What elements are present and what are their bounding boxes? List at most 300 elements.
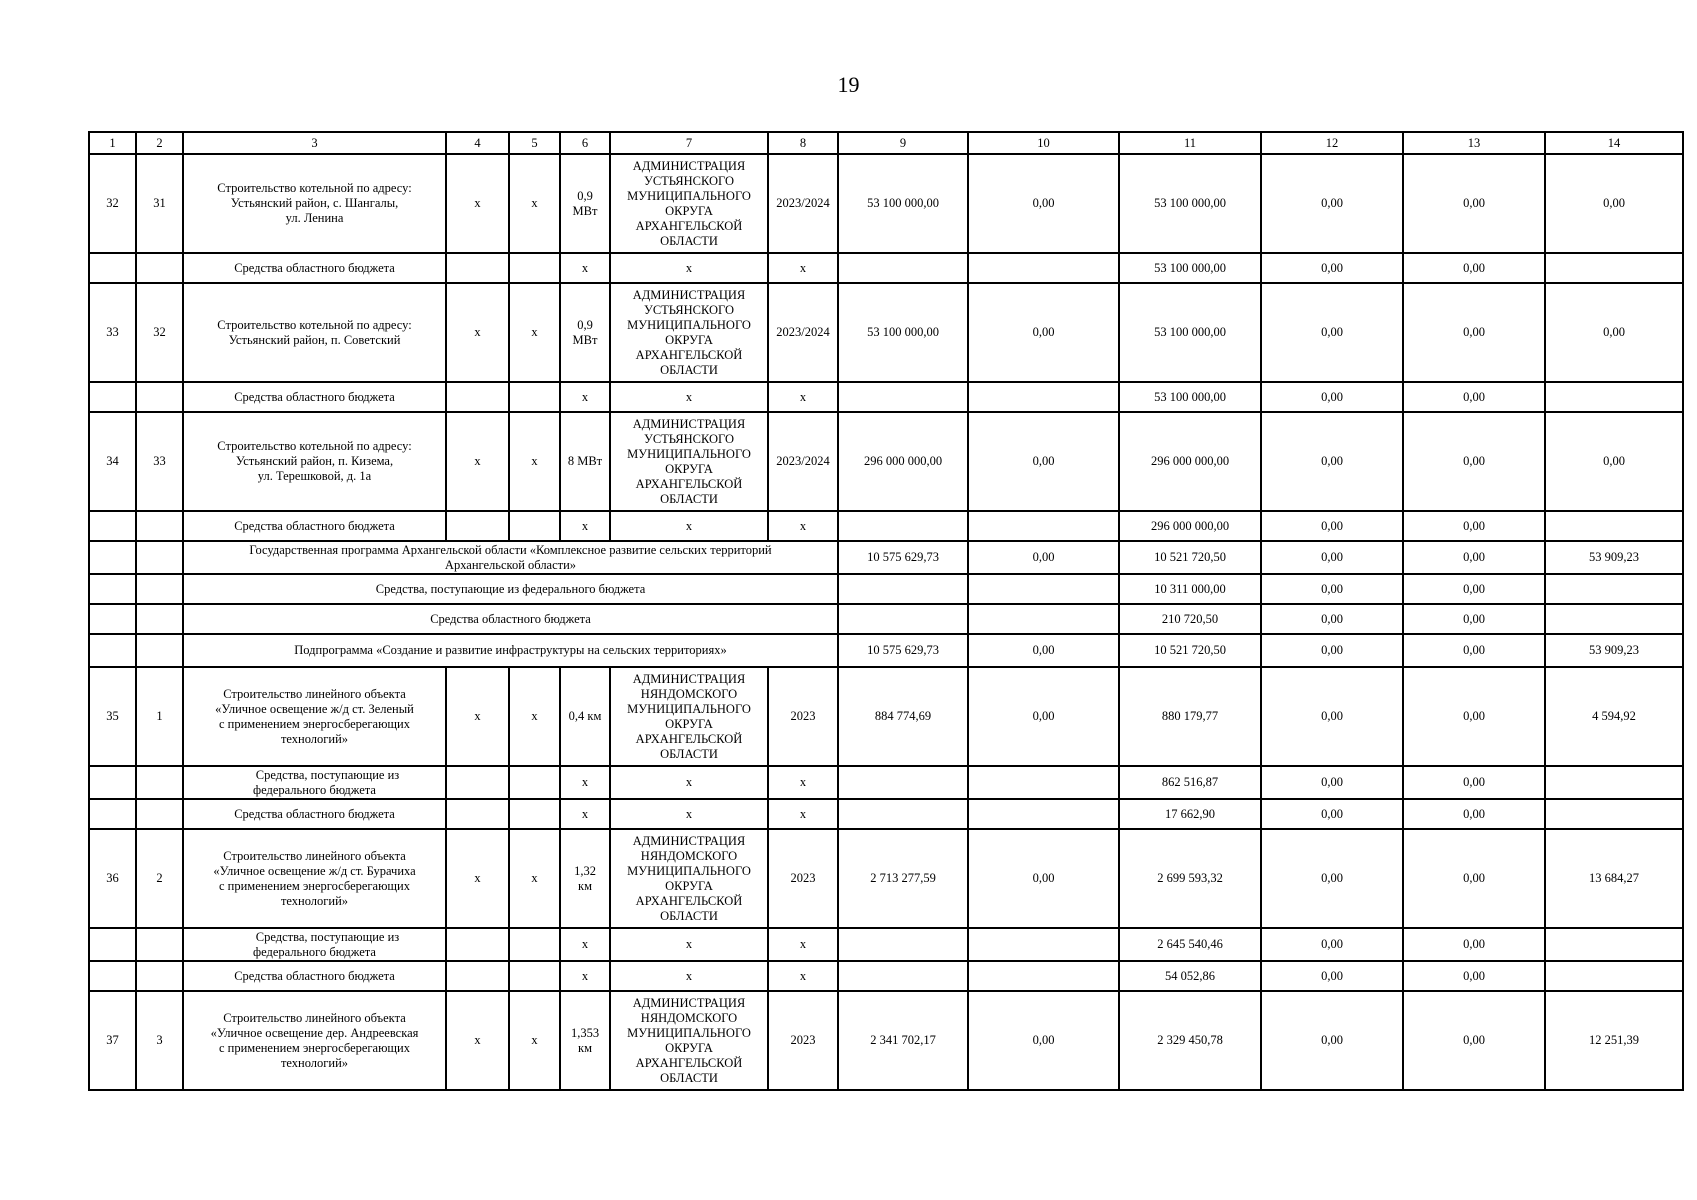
cell-line: НЯНДОМСКОГО xyxy=(640,686,738,701)
cell-line: МУНИЦИПАЛЬНОГО xyxy=(627,701,751,716)
cell-line: Строительство котельной по адресу: xyxy=(217,181,412,195)
table-cell: 2 645 540,46 xyxy=(1119,928,1261,961)
table-cell: 0,00 xyxy=(1403,634,1545,667)
table-cell: 0,00 xyxy=(1261,283,1403,382)
table-cell: 53 100 000,00 xyxy=(1119,154,1261,253)
table-cell: 2023 xyxy=(768,667,838,766)
header-cell: 9 xyxy=(838,132,968,154)
cell-line: Строительство котельной по адресу: xyxy=(217,317,412,332)
table-cell: 2023/2024 xyxy=(768,154,838,253)
table-cell: Средства областного бюджета xyxy=(183,253,446,283)
table-cell: 296 000 000,00 xyxy=(1119,412,1261,511)
table-cell: 0,00 xyxy=(1545,412,1683,511)
table-cell xyxy=(446,511,509,541)
table-cell: х xyxy=(610,928,768,961)
cell-line: ОБЛАСТИ xyxy=(660,362,718,377)
table-cell xyxy=(838,766,968,799)
table-cell xyxy=(183,634,838,667)
cell-line: НЯНДОМСКОГО xyxy=(640,848,738,863)
table-cell: 0,00 xyxy=(1261,766,1403,799)
table-cell: 0,00 xyxy=(1403,253,1545,283)
table-cell: х xyxy=(509,667,560,766)
table-cell xyxy=(838,574,968,604)
program-funding-row xyxy=(89,604,1683,634)
cell-line: км xyxy=(578,878,592,893)
header-cell: 1 xyxy=(89,132,136,154)
table-cell: х xyxy=(446,283,509,382)
table-cell xyxy=(89,928,136,961)
table-cell xyxy=(183,667,446,766)
table-cell: 53 100 000,00 xyxy=(1119,283,1261,382)
cell-line: 1,32 xyxy=(574,863,596,878)
cell-line: АРХАНГЕЛЬСКОЙ xyxy=(635,1055,743,1070)
header-cell: 7 xyxy=(610,132,768,154)
table-cell: 13 684,27 xyxy=(1545,829,1683,928)
header-cell: 3 xyxy=(183,132,446,154)
table-cell: 0,00 xyxy=(1403,604,1545,634)
table-cell xyxy=(560,412,610,511)
table-cell xyxy=(136,541,183,574)
table-cell: 10 575 629,73 xyxy=(838,634,968,667)
object-row xyxy=(89,412,1683,511)
table-cell: 0,00 xyxy=(1261,511,1403,541)
table-cell xyxy=(838,382,968,412)
table-cell: 0,00 xyxy=(968,154,1119,253)
table-cell xyxy=(838,604,968,634)
table-cell: х xyxy=(560,253,610,283)
table-cell xyxy=(183,829,446,928)
table-cell: 0,00 xyxy=(1403,412,1545,511)
table-cell: 1 xyxy=(136,667,183,766)
header-cell: 2 xyxy=(136,132,183,154)
cell-line: ОБЛАСТИ xyxy=(660,1070,718,1085)
table-cell xyxy=(446,382,509,412)
header-cell: 4 xyxy=(446,132,509,154)
table-cell xyxy=(968,574,1119,604)
table-cell: 0,00 xyxy=(1261,634,1403,667)
cell-line: Устьянский район, с. Шангалы, xyxy=(230,196,399,210)
header-cell: 8 xyxy=(768,132,838,154)
table-cell xyxy=(89,961,136,991)
table-cell: 0,00 xyxy=(1261,667,1403,766)
cell-line: МУНИЦИПАЛЬНОГО xyxy=(627,1025,751,1040)
cell-line: Архангельской области» xyxy=(444,557,577,572)
table-cell: х xyxy=(610,511,768,541)
cell-line: ОКРУГА xyxy=(665,203,713,218)
funding-source-row xyxy=(89,382,1683,412)
table-cell: 0,00 xyxy=(1261,253,1403,283)
table-cell: 0,00 xyxy=(1403,961,1545,991)
table-cell: 4 594,92 xyxy=(1545,667,1683,766)
table-cell xyxy=(968,928,1119,961)
header-cell: 11 xyxy=(1119,132,1261,154)
table-cell: Средства областного бюджета xyxy=(183,382,446,412)
table-cell: Средства областного бюджета xyxy=(183,511,446,541)
funding-source-row xyxy=(89,511,1683,541)
table-cell: 17 662,90 xyxy=(1119,799,1261,829)
header-cell: 6 xyxy=(560,132,610,154)
table-cell xyxy=(1545,799,1683,829)
cell-line: МУНИЦИПАЛЬНОГО xyxy=(627,446,751,461)
cell-line: АДМИНИСТРАЦИЯ xyxy=(632,287,746,302)
funding-source-row xyxy=(89,799,1683,829)
cell-line: Строительство линейного объекта xyxy=(223,686,406,701)
cell-line: АДМИНИСТРАЦИЯ xyxy=(632,416,746,431)
table-cell: х xyxy=(560,928,610,961)
table-cell xyxy=(1545,928,1683,961)
cell-line: Строительство котельной по адресу: xyxy=(217,439,412,453)
cell-line: технологий» xyxy=(280,893,349,908)
table-cell: 53 909,23 xyxy=(1545,634,1683,667)
table-cell: 32 xyxy=(89,154,136,253)
table-cell xyxy=(446,799,509,829)
cell-line: 0,4 км xyxy=(568,709,602,723)
table-cell: 296 000 000,00 xyxy=(1119,511,1261,541)
header-cell: 5 xyxy=(509,132,560,154)
table-cell: 35 xyxy=(89,667,136,766)
cell-line: ОКРУГА xyxy=(665,878,713,893)
cell-line: 0,9 xyxy=(577,188,593,203)
table-cell xyxy=(183,154,446,253)
table-cell: 0,00 xyxy=(1403,511,1545,541)
table-cell: х xyxy=(610,799,768,829)
table-cell xyxy=(183,766,446,799)
cell-line: «Уличное освещение ж/д ст. Зеленый xyxy=(215,701,414,716)
cell-line: 0,9 xyxy=(577,317,593,332)
cell-line: ул. Терешковой, д. 1а xyxy=(257,469,372,483)
cell-line: с применением энергосберегающих xyxy=(218,878,410,893)
table-cell xyxy=(1545,766,1683,799)
table-cell: 296 000 000,00 xyxy=(838,412,968,511)
table-cell xyxy=(136,574,183,604)
cell-line: Государственная программа Архангельской области «Комплексное развитие сельских территорий xyxy=(249,542,772,557)
table-cell: 33 xyxy=(136,412,183,511)
table-cell: 12 251,39 xyxy=(1545,991,1683,1090)
table-cell: 10 311 000,00 xyxy=(1119,574,1261,604)
table-cell: 2023 xyxy=(768,991,838,1090)
table-cell xyxy=(968,766,1119,799)
table-cell: 0,00 xyxy=(1403,766,1545,799)
object-row xyxy=(89,667,1683,766)
table-cell: 0,00 xyxy=(1545,283,1683,382)
cell-line: ОКРУГА xyxy=(665,1040,713,1055)
table-cell: 0,00 xyxy=(1403,928,1545,961)
program-row xyxy=(89,541,1683,574)
table-cell: 53 100 000,00 xyxy=(838,154,968,253)
cell-line: МУНИЦИПАЛЬНОГО xyxy=(627,863,751,878)
table-cell: х xyxy=(768,253,838,283)
cell-line: МУНИЦИПАЛЬНОГО xyxy=(627,188,751,203)
table-cell xyxy=(89,766,136,799)
cell-line: федерального бюджета xyxy=(253,944,376,959)
table-cell: 2023 xyxy=(768,829,838,928)
table-cell: 0,00 xyxy=(1403,574,1545,604)
table-cell: 37 xyxy=(89,991,136,1090)
table-cell: 33 xyxy=(89,283,136,382)
table-cell xyxy=(509,961,560,991)
table-cell xyxy=(136,928,183,961)
table-cell xyxy=(610,154,768,253)
table-cell: 2 699 593,32 xyxy=(1119,829,1261,928)
table-cell xyxy=(509,253,560,283)
cell-line: Средства, поступающие из xyxy=(255,767,400,782)
cell-line: Подпрограмма «Создание и развитие инфраструктуры на сельских территориях» xyxy=(294,643,727,657)
table-cell: 0,00 xyxy=(968,829,1119,928)
table-cell: х xyxy=(446,829,509,928)
table-cell xyxy=(183,928,446,961)
table-cell: х xyxy=(768,382,838,412)
cell-line: АДМИНИСТРАЦИЯ xyxy=(632,833,746,848)
table-cell: 0,00 xyxy=(1261,412,1403,511)
table-cell: 10 575 629,73 xyxy=(838,541,968,574)
table-cell: 0,00 xyxy=(1261,382,1403,412)
table-cell xyxy=(446,961,509,991)
table-cell: 880 179,77 xyxy=(1119,667,1261,766)
table-cell: 2 341 702,17 xyxy=(838,991,968,1090)
table-cell: 0,00 xyxy=(1261,574,1403,604)
program-row xyxy=(89,634,1683,667)
table-cell xyxy=(1545,961,1683,991)
table-cell xyxy=(136,604,183,634)
table-cell: 54 052,86 xyxy=(1119,961,1261,991)
cell-line: км xyxy=(578,1040,592,1055)
cell-line: АДМИНИСТРАЦИЯ xyxy=(632,671,746,686)
table-cell xyxy=(136,961,183,991)
cell-line: ОБЛАСТИ xyxy=(660,491,718,506)
header-cell: 10 xyxy=(968,132,1119,154)
table-cell: 0,00 xyxy=(1403,541,1545,574)
funding-source-row xyxy=(89,253,1683,283)
table-cell: 2023/2024 xyxy=(768,283,838,382)
cell-line: АРХАНГЕЛЬСКОЙ xyxy=(635,476,743,491)
table-cell: 3 xyxy=(136,991,183,1090)
table-cell xyxy=(560,829,610,928)
table-cell: 2 713 277,59 xyxy=(838,829,968,928)
object-row xyxy=(89,829,1683,928)
table-cell xyxy=(509,928,560,961)
table-cell: 0,00 xyxy=(1403,829,1545,928)
table-cell: Средства областного бюджета xyxy=(183,604,838,634)
cell-line: «Уличное освещение дер. Андреевская xyxy=(210,1025,419,1040)
header-row xyxy=(89,132,1683,154)
table-cell: х xyxy=(560,961,610,991)
table-cell: 53 100 000,00 xyxy=(1119,382,1261,412)
table-cell xyxy=(560,283,610,382)
cell-line: «Уличное освещение ж/д ст. Бурачиха xyxy=(213,863,416,878)
table-cell xyxy=(1545,382,1683,412)
table-cell: Средства, поступающие из федерального бюджета xyxy=(183,574,838,604)
table-cell: 31 xyxy=(136,154,183,253)
object-row xyxy=(89,991,1683,1090)
table-cell: х xyxy=(446,154,509,253)
table-cell: х xyxy=(509,412,560,511)
cell-line: НЯНДОМСКОГО xyxy=(640,1010,738,1025)
table-body xyxy=(89,132,1683,1090)
cell-line: 1,353 xyxy=(570,1025,600,1040)
table-cell: 0,00 xyxy=(1261,928,1403,961)
object-row xyxy=(89,283,1683,382)
program-funding-row xyxy=(89,574,1683,604)
table-cell xyxy=(446,253,509,283)
table-cell: х xyxy=(560,382,610,412)
cell-line: ОКРУГА xyxy=(665,716,713,731)
table-cell xyxy=(560,991,610,1090)
table-cell: 0,00 xyxy=(1545,154,1683,253)
cell-line: Строительство линейного объекта xyxy=(223,848,406,863)
table-cell xyxy=(89,511,136,541)
table-cell xyxy=(89,799,136,829)
table-cell: 210 720,50 xyxy=(1119,604,1261,634)
cell-line: технологий» xyxy=(280,1055,349,1070)
table-cell xyxy=(610,667,768,766)
budget-table xyxy=(88,131,1684,1091)
table-cell xyxy=(610,829,768,928)
table-cell: 0,00 xyxy=(1403,382,1545,412)
table-cell xyxy=(509,382,560,412)
table-cell xyxy=(89,604,136,634)
header-cell: 14 xyxy=(1545,132,1683,154)
table-cell: 10 521 720,50 xyxy=(1119,541,1261,574)
cell-line: АДМИНИСТРАЦИЯ xyxy=(632,158,746,173)
cell-line: УСТЬЯНСКОГО xyxy=(643,302,735,317)
cell-line: Устьянский район, п. Советский xyxy=(228,332,401,347)
table-cell: 53 100 000,00 xyxy=(1119,253,1261,283)
table-cell xyxy=(610,991,768,1090)
table-cell: 0,00 xyxy=(1261,541,1403,574)
table-cell: 884 774,69 xyxy=(838,667,968,766)
cell-line: УСТЬЯНСКОГО xyxy=(643,431,735,446)
table-cell: х xyxy=(610,253,768,283)
table-cell xyxy=(968,511,1119,541)
table-cell: 0,00 xyxy=(1261,799,1403,829)
table-cell: 0,00 xyxy=(968,541,1119,574)
table-cell xyxy=(446,766,509,799)
table-cell: х xyxy=(768,799,838,829)
table-cell xyxy=(1545,574,1683,604)
table-cell: 32 xyxy=(136,283,183,382)
table-cell xyxy=(968,961,1119,991)
table-cell: 0,00 xyxy=(968,634,1119,667)
table-cell: Средства областного бюджета xyxy=(183,799,446,829)
cell-line: АРХАНГЕЛЬСКОЙ xyxy=(635,218,743,233)
cell-line: ОКРУГА xyxy=(665,461,713,476)
table-cell: х xyxy=(768,928,838,961)
header-cell: 12 xyxy=(1261,132,1403,154)
table-cell xyxy=(89,574,136,604)
table-cell: 2 xyxy=(136,829,183,928)
cell-line: ул. Ленина xyxy=(285,211,344,225)
table-cell: 0,00 xyxy=(1403,667,1545,766)
table-cell xyxy=(89,253,136,283)
table-cell xyxy=(838,253,968,283)
table-cell: х xyxy=(610,766,768,799)
table-cell: 53 909,23 xyxy=(1545,541,1683,574)
table-cell xyxy=(136,799,183,829)
cell-line: АРХАНГЕЛЬСКОЙ xyxy=(635,347,743,362)
table-cell xyxy=(89,382,136,412)
cell-line: ОБЛАСТИ xyxy=(660,233,718,248)
table-cell: 0,00 xyxy=(1403,799,1545,829)
object-row xyxy=(89,154,1683,253)
table-cell: 0,00 xyxy=(1403,154,1545,253)
cell-line: федерального бюджета xyxy=(253,782,376,797)
table-cell: х xyxy=(610,382,768,412)
table-cell: х xyxy=(560,799,610,829)
table-cell xyxy=(1545,511,1683,541)
table-cell xyxy=(968,253,1119,283)
table-cell xyxy=(610,283,768,382)
cell-line: с применением энергосберегающих xyxy=(218,716,410,731)
table-cell: х xyxy=(768,766,838,799)
table-cell: 2023/2024 xyxy=(768,412,838,511)
table-cell xyxy=(968,604,1119,634)
table-cell xyxy=(183,412,446,511)
table-cell: 34 xyxy=(89,412,136,511)
table-cell: 0,00 xyxy=(968,667,1119,766)
table-cell: 0,00 xyxy=(1261,604,1403,634)
table-cell xyxy=(136,382,183,412)
table-cell xyxy=(560,154,610,253)
table-cell xyxy=(838,928,968,961)
cell-line: УСТЬЯНСКОГО xyxy=(643,173,735,188)
table-cell: Средства областного бюджета xyxy=(183,961,446,991)
cell-line: ОКРУГА xyxy=(665,332,713,347)
table-cell xyxy=(136,766,183,799)
table-cell: х xyxy=(610,961,768,991)
table-cell: 10 521 720,50 xyxy=(1119,634,1261,667)
table-cell: х xyxy=(446,991,509,1090)
cell-line: технологий» xyxy=(280,731,349,746)
table-cell xyxy=(89,634,136,667)
table-cell: 0,00 xyxy=(1261,829,1403,928)
table-cell: 0,00 xyxy=(1261,961,1403,991)
cell-line: Средства, поступающие из xyxy=(255,929,400,944)
table-cell xyxy=(446,928,509,961)
table-cell xyxy=(183,283,446,382)
table-cell xyxy=(560,667,610,766)
cell-line: АРХАНГЕЛЬСКОЙ xyxy=(635,731,743,746)
table-cell: х xyxy=(768,511,838,541)
table-cell: х xyxy=(446,412,509,511)
cell-line: 8 МВт xyxy=(567,454,603,468)
table-cell: 53 100 000,00 xyxy=(838,283,968,382)
cell-line: МУНИЦИПАЛЬНОГО xyxy=(627,317,751,332)
cell-line: АРХАНГЕЛЬСКОЙ xyxy=(635,893,743,908)
table-cell xyxy=(838,961,968,991)
cell-line: МВт xyxy=(572,332,598,347)
table-cell: 2 329 450,78 xyxy=(1119,991,1261,1090)
table-cell: 0,00 xyxy=(1403,991,1545,1090)
table-cell xyxy=(1545,253,1683,283)
table-cell: 0,00 xyxy=(1261,991,1403,1090)
table-cell xyxy=(136,634,183,667)
table-cell: х xyxy=(509,154,560,253)
table-cell: 0,00 xyxy=(968,412,1119,511)
table-cell xyxy=(509,799,560,829)
header-cell: 13 xyxy=(1403,132,1545,154)
table-cell: х xyxy=(509,991,560,1090)
cell-line: Устьянский район, п. Кизема, xyxy=(235,454,394,468)
table-cell xyxy=(968,382,1119,412)
table-cell xyxy=(136,253,183,283)
table-cell xyxy=(183,541,838,574)
table-cell: х xyxy=(560,511,610,541)
cell-line: ОБЛАСТИ xyxy=(660,908,718,923)
page-number: 19 xyxy=(837,72,860,97)
table-cell: х xyxy=(446,667,509,766)
table-cell xyxy=(838,511,968,541)
funding-source-row xyxy=(89,961,1683,991)
